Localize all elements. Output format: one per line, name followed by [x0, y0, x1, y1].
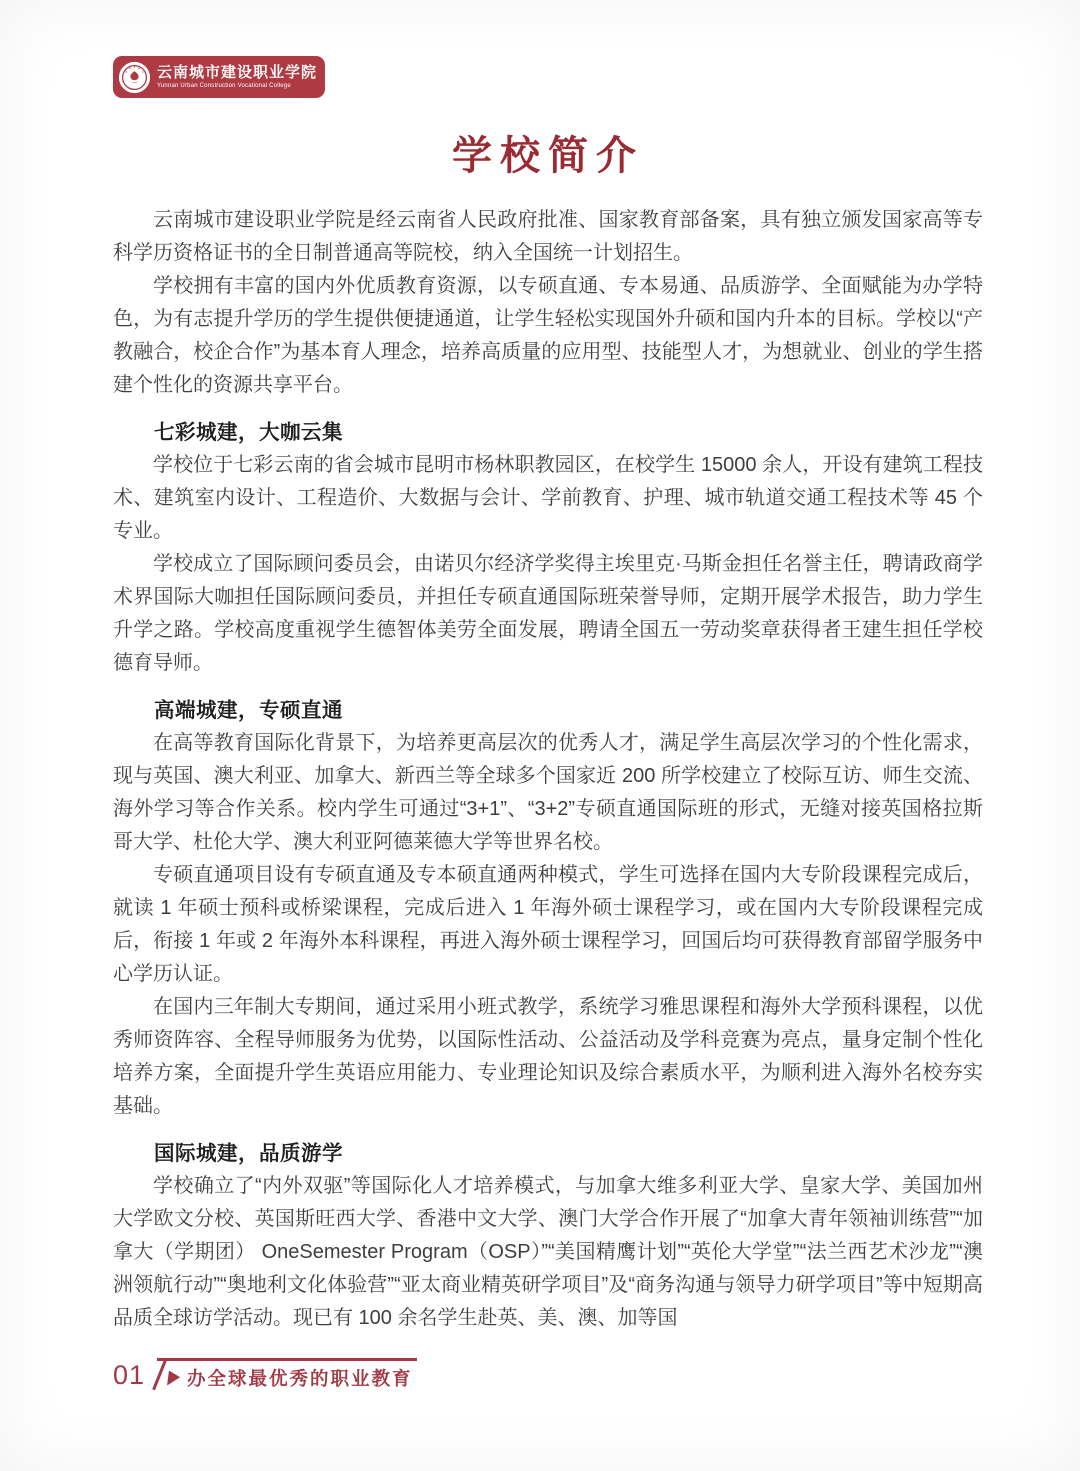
paragraph-international-cooperation: 在高等教育国际化背景下，为培养更高层次的优秀人才，满足学生高层次学习的个性化需求，现与英国、澳大利亚、加拿大、新西兰等全球多个国家近 200 所学校建立了校际互访、师生交流、海外学习等合作关系。校内学生可通过“3+1”、“3+2”专硕直通国际班的形式，无缝对接英国格拉斯哥大学、杜伦大学、澳大利亚阿德莱德大学等世界名校。: [113, 732, 983, 853]
triangle-icon: [167, 1371, 180, 1386]
paragraph-domestic-training: 在国内三年制大专期间，通过采用小班式教学，系统学习雅思课程和海外大学预科课程，以优秀师资阵容、全程导师服务为优势，以国际性活动、公益活动及学科竞赛为亮点，量身定制个性化培养方案，全面提升学生英语应用能力、专业理论知识及综合素质水平，为顺利进入海外名校夯实基础。: [113, 996, 983, 1117]
logo-name-en: Yunnan Urban Construction Vocational College: [157, 82, 291, 89]
intro-paragraph-1: 云南城市建设职业学院是经云南省人民政府批准、国家教育部备案，具有独立颁发国家高等专科学历资格证书的全日制普通高等院校，纳入全国统一计划招生。: [113, 209, 983, 264]
logo-text: [157, 65, 317, 89]
paragraph-campus-majors: 学校位于七彩云南的省会城市昆明市杨林职教园区，在校学生 15000 余人，开设有建筑工程技术、建筑室内设计、工程造价、大数据与会计、学前教育、护理、城市轨道交通工程技术等 45 个专业。: [113, 454, 983, 542]
page-number: 01: [113, 1360, 146, 1390]
school-seal-icon: [118, 61, 151, 94]
section-heading-international-chengjian: 国际城建，品质游学: [154, 1142, 343, 1165]
logo-name-cn: 云南城市建设职业学院: [157, 63, 318, 81]
page-footer: [113, 1358, 417, 1392]
school-logo: [113, 56, 325, 98]
paragraph-direct-master-program: 专硕直通项目设有专硕直通及专本硕直通两种模式，学生可选择在国内大专阶段课程完成后，就读 1 年硕士预科或桥梁课程，完成后进入 1 年海外硕士课程学习，或在国内大专阶段课程完成后，衔接 1 年或 2 年海外本科课程，再进入海外硕士课程学习，回国后均可获得教育部留学服务中心学历认证。: [113, 864, 983, 985]
footer-slogan: 办全球最优秀的职业教育: [187, 1368, 413, 1389]
section-heading-highend-chengjian: 高端城建，专硕直通: [154, 699, 343, 722]
paragraph-study-tours: 学校确立了“内外双驱”等国际化人才培养模式，与加拿大维多利亚大学、皇家大学、美国加州大学欧文分校、英国斯旺西大学、香港中文大学、澳门大学合作开展了“加拿大青年领袖训练营”“加拿大（学期团） OneSemester Program（OSP）”“美国精鹰计划”“英伦大学堂”“法兰西艺术沙龙”“澳洲领航行动”“奥地利文化体验营”“亚太商业精英研学项目”及“商务沟通与领导力研学项目”等中短期高品质全球访学活动。现已有 100 余名学生赴英、美、澳、加等国: [113, 1175, 983, 1329]
page-title: 学校简介: [452, 134, 644, 178]
footer-slogan-wrap: [157, 1358, 417, 1391]
document-body: [113, 204, 983, 1335]
intro-paragraph-2: 学校拥有丰富的国内外优质教育资源，以专硕直通、专本易通、品质游学、全面赋能为办学特色，为有志提升学历的学生提供便捷通道，让学生轻松实现国外升硕和国内升本的目标。学校以“产教融合，校企合作”为基本育人理念，培养高质量的应用型、技能型人才，为想就业、创业的学生搭建个性化的资源共享平台。: [113, 275, 983, 396]
section-heading-colorful-chengjian: 七彩城建，大咖云集: [154, 421, 343, 444]
paragraph-advisory-committee: 学校成立了国际顾问委员会，由诺贝尔经济学奖得主埃里克·马斯金担任名誉主任，聘请政商学术界国际大咖担任国际顾问委员，并担任专硕直通国际班荣誉导师，定期开展学术报告，助力学生升学之路。学校高度重视学生德智体美劳全面发展，聘请全国五一劳动奖章获得者王建生担任学校德育导师。: [113, 553, 983, 674]
